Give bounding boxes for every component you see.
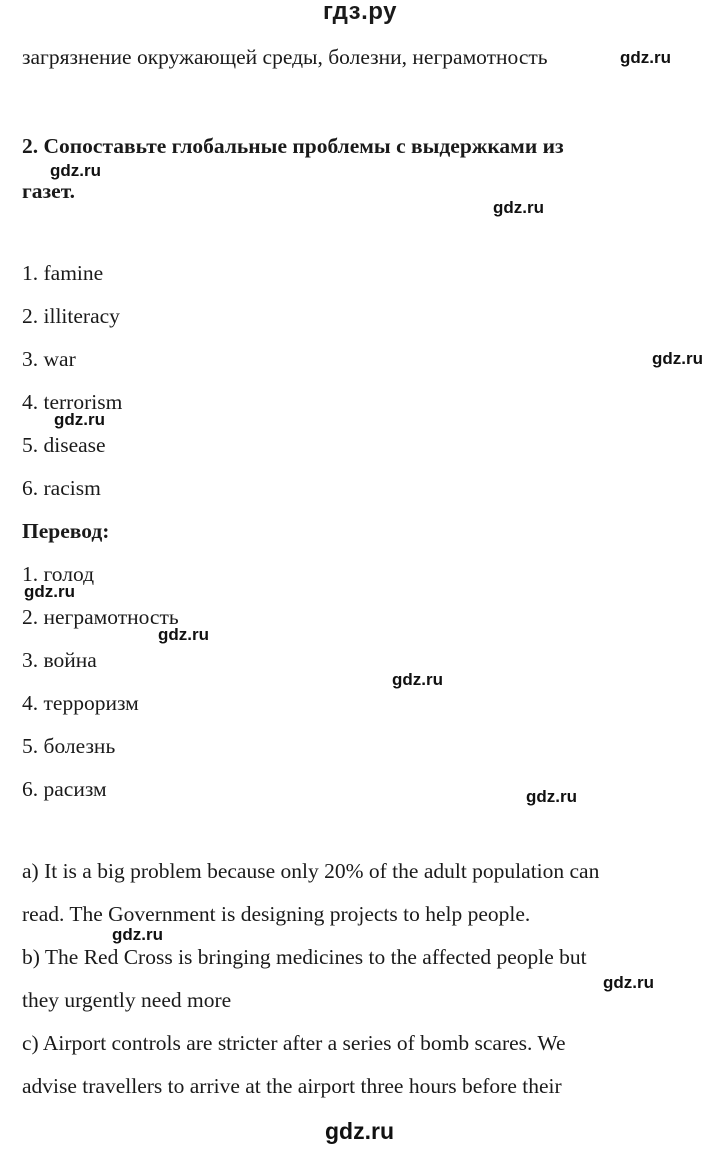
watermark: gdz.ru: [652, 349, 703, 368]
watermark: gdz.ru: [392, 670, 443, 689]
excerpt-line: b) The Red Cross is bringing medicines to the affected people but: [22, 945, 587, 969]
watermark: gdz.ru: [325, 1118, 394, 1144]
watermark: gdz.ru: [158, 625, 209, 644]
excerpt-line: advise travellers to arrive at the airport three hours before their: [22, 1074, 562, 1098]
excerpt-line: c) Airport controls are stricter after a series of bomb scares. We: [22, 1031, 566, 1055]
watermark: gdz.ru: [493, 198, 544, 217]
excerpt-line: read. The Government is designing projects to help people.: [22, 902, 531, 926]
english-list-item: 5. disease: [22, 433, 106, 457]
translation-item: 2. неграмотность: [22, 605, 179, 629]
translation-item: 6. расизм: [22, 777, 107, 801]
translation-item: 3. война: [22, 648, 97, 672]
translation-heading: Перевод:: [22, 519, 110, 543]
english-list-item: 3. war: [22, 347, 76, 371]
watermark: gdz.ru: [24, 582, 75, 601]
english-list-item: 6. racism: [22, 476, 101, 500]
site-header: гдз.ру: [323, 0, 397, 25]
translation-item: 1. голод: [22, 562, 95, 586]
watermark: gdz.ru: [50, 161, 101, 180]
task-heading-line2: газет.: [22, 179, 76, 203]
excerpt-line: a) It is a big problem because only 20% of the adult population can: [22, 859, 600, 883]
watermark: gdz.ru: [620, 48, 671, 67]
english-list-item: 2. illiteracy: [22, 304, 120, 328]
translation-item: 5. болезнь: [22, 734, 116, 758]
english-list-item: 4. terrorism: [22, 390, 123, 414]
intro-line: загрязнение окружающей среды, болезни, неграмотность: [22, 45, 548, 69]
watermark: gdz.ru: [112, 925, 163, 944]
translation-item: 4. терроризм: [22, 691, 139, 715]
watermark: gdz.ru: [54, 410, 105, 429]
excerpt-line: they urgently need more: [22, 988, 232, 1012]
english-list-item: 1. famine: [22, 261, 104, 285]
watermark: gdz.ru: [603, 973, 654, 992]
task-heading-line1: 2. Сопоставьте глобальные проблемы с выдержками из: [22, 134, 564, 158]
watermark: gdz.ru: [526, 787, 577, 806]
